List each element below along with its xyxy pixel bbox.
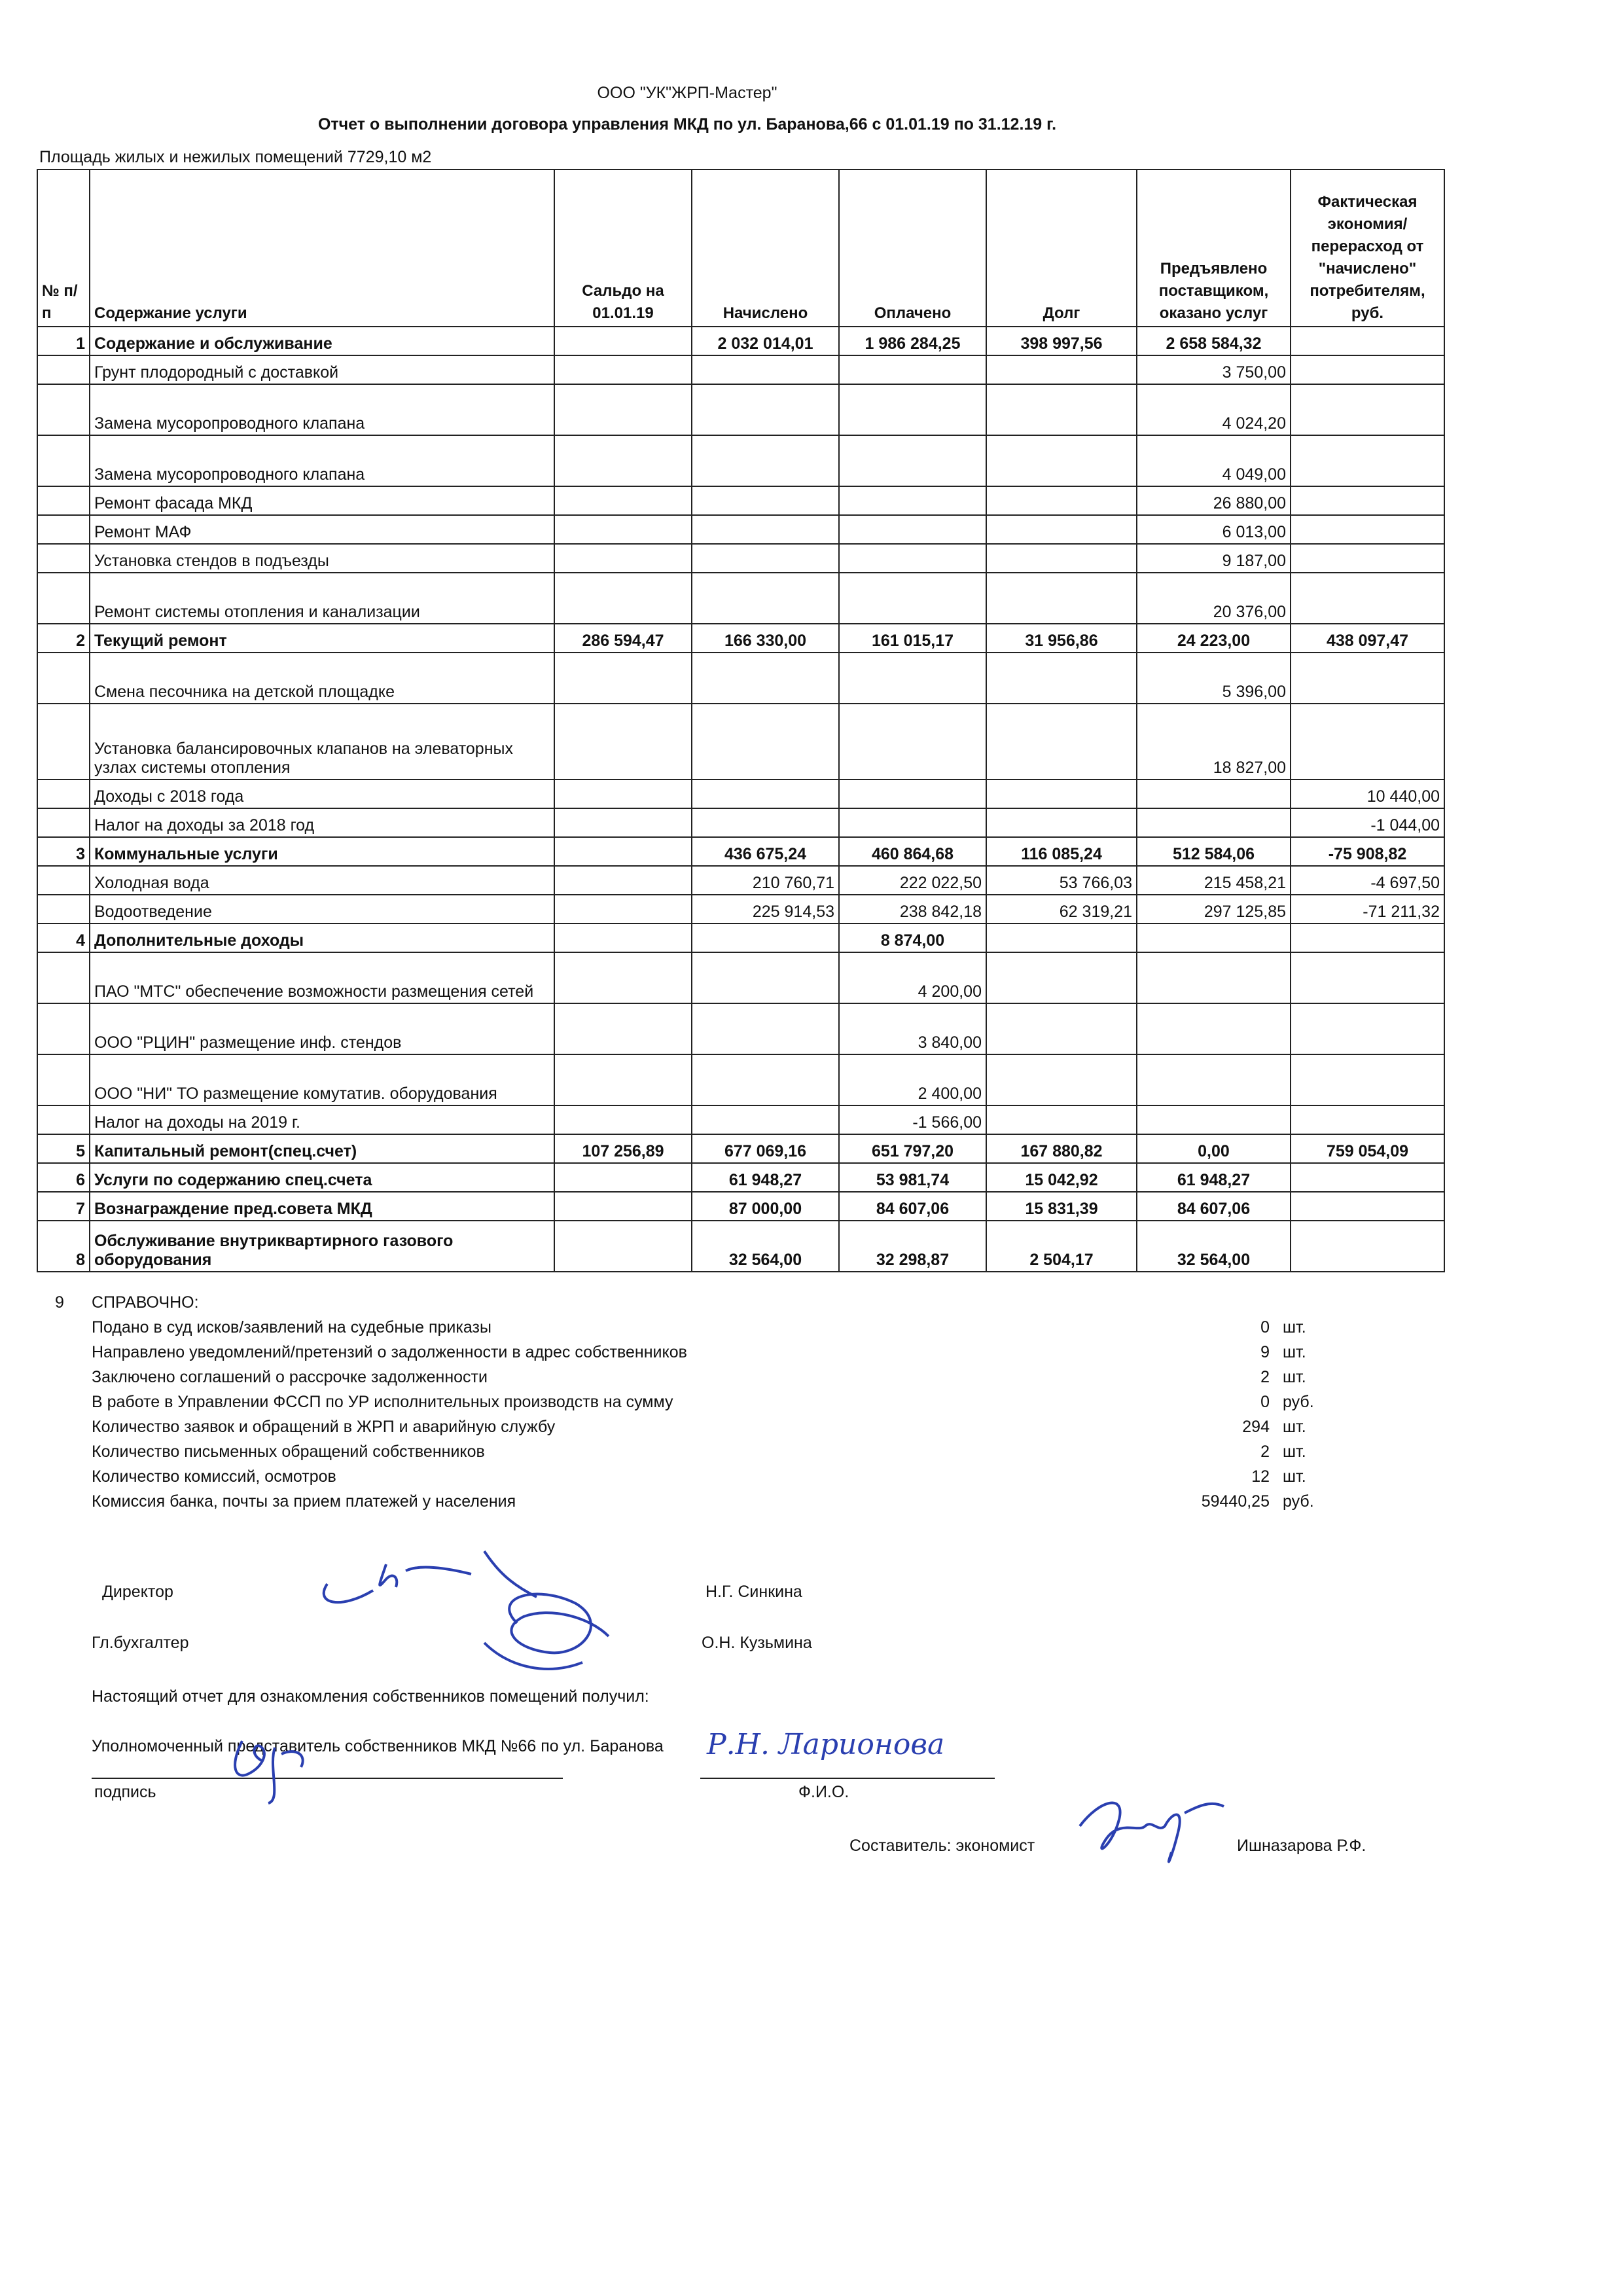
reference-item-unit: руб. xyxy=(1283,1393,1314,1411)
row-saldo xyxy=(554,808,692,837)
row-charged xyxy=(692,1105,839,1134)
row-charged: 225 914,53 xyxy=(692,895,839,924)
row-no xyxy=(37,544,90,573)
table-row xyxy=(37,895,1444,924)
received-text: Настоящий отчет для ознакомления собственников помещений получил: xyxy=(92,1687,649,1706)
area-note: Площадь жилых и нежилых помещений 7729,10 м2 xyxy=(39,148,432,166)
reference-item-unit: руб. xyxy=(1283,1492,1314,1511)
row-service: ООО "НИ" ТО размещение комутатив. оборудования xyxy=(90,1054,554,1105)
table-row xyxy=(37,837,1444,866)
row-presented: 215 458,21 xyxy=(1137,866,1291,895)
row-charged xyxy=(692,1054,839,1105)
row-presented: 4 024,20 xyxy=(1137,384,1291,435)
reference-item-value: 12 xyxy=(1251,1467,1270,1486)
row-paid: 3 840,00 xyxy=(839,1003,986,1054)
table-row xyxy=(37,544,1444,573)
sign-label: подпись xyxy=(94,1783,156,1801)
row-debt: 2 504,17 xyxy=(986,1221,1137,1272)
row-no: 8 xyxy=(37,1221,90,1272)
reference-item-value: 0 xyxy=(1260,1318,1270,1336)
row-saving xyxy=(1291,1221,1444,1272)
row-service: Установка балансировочных клапанов на элеваторных узлах системы отопления xyxy=(90,704,554,780)
row-presented xyxy=(1137,1105,1291,1134)
table-row xyxy=(37,1003,1444,1054)
row-no xyxy=(37,866,90,895)
row-service: Замена мусоропроводного клапана xyxy=(90,435,554,486)
row-saldo xyxy=(554,355,692,384)
row-saving: -1 044,00 xyxy=(1291,808,1444,837)
row-saving xyxy=(1291,486,1444,515)
row-paid: 222 022,50 xyxy=(839,866,986,895)
row-saving: -4 697,50 xyxy=(1291,866,1444,895)
row-paid: 53 981,74 xyxy=(839,1163,986,1192)
row-service: Дополнительные доходы xyxy=(90,924,554,952)
report-title: Отчет о выполнении договора управления МКД по ул. Баранова,66 с 01.01.19 по 31.12.19 г. xyxy=(317,115,1057,134)
director-signature-icon xyxy=(301,1545,641,1695)
row-paid: 84 607,06 xyxy=(839,1192,986,1221)
row-charged xyxy=(692,952,839,1003)
accountant-label: Гл.бухгалтер xyxy=(92,1634,189,1652)
reference-no: 9 xyxy=(55,1293,64,1312)
row-saving: 759 054,09 xyxy=(1291,1134,1444,1163)
reference-item-unit: шт. xyxy=(1283,1443,1306,1461)
row-paid: 161 015,17 xyxy=(839,624,986,653)
row-presented: 24 223,00 xyxy=(1137,624,1291,653)
row-saldo xyxy=(554,1105,692,1134)
row-paid xyxy=(839,435,986,486)
row-saving xyxy=(1291,924,1444,952)
col-debt: Долг xyxy=(986,170,1137,327)
row-debt: 398 997,56 xyxy=(986,327,1137,355)
row-presented xyxy=(1137,808,1291,837)
row-saldo xyxy=(554,895,692,924)
row-saving xyxy=(1291,435,1444,486)
row-no xyxy=(37,780,90,808)
col-service: Содержание услуги xyxy=(90,170,554,327)
row-presented: 512 584,06 xyxy=(1137,837,1291,866)
row-presented xyxy=(1137,952,1291,1003)
reference-item-unit: шт. xyxy=(1283,1467,1306,1486)
row-debt xyxy=(986,355,1137,384)
col-no: № п/п xyxy=(37,170,90,327)
table-row xyxy=(37,1105,1444,1134)
accountant-name: О.Н. Кузьмина xyxy=(702,1634,812,1652)
col-saldo: Сальдо на 01.01.19 xyxy=(554,170,692,327)
row-saldo xyxy=(554,653,692,704)
table-row xyxy=(37,952,1444,1003)
row-saldo xyxy=(554,866,692,895)
row-saldo xyxy=(554,435,692,486)
row-debt xyxy=(986,515,1137,544)
row-presented: 5 396,00 xyxy=(1137,653,1291,704)
row-paid xyxy=(839,808,986,837)
row-saldo xyxy=(554,384,692,435)
table-row xyxy=(37,1054,1444,1105)
reference-item xyxy=(39,1368,1348,1393)
reference-item-value: 0 xyxy=(1260,1393,1270,1411)
row-saving xyxy=(1291,1054,1444,1105)
row-debt xyxy=(986,1054,1137,1105)
row-saldo xyxy=(554,327,692,355)
row-paid xyxy=(839,486,986,515)
reference-item-unit: шт. xyxy=(1283,1418,1306,1436)
reference-item-unit: шт. xyxy=(1283,1368,1306,1386)
row-saving: 10 440,00 xyxy=(1291,780,1444,808)
row-paid: 651 797,20 xyxy=(839,1134,986,1163)
row-paid xyxy=(839,704,986,780)
table-row xyxy=(37,653,1444,704)
row-charged xyxy=(692,355,839,384)
compiler-signature-icon xyxy=(1073,1787,1230,1878)
reference-title-row xyxy=(39,1293,1348,1318)
row-saldo xyxy=(554,924,692,952)
row-saving xyxy=(1291,1003,1444,1054)
row-charged: 87 000,00 xyxy=(692,1192,839,1221)
table-row xyxy=(37,573,1444,624)
row-saldo xyxy=(554,780,692,808)
col-paid: Оплачено xyxy=(839,170,986,327)
reference-section xyxy=(39,1293,1348,1517)
col-saving: Фактическая экономия/перерасход от "начислено" потребителям, руб. xyxy=(1291,170,1444,327)
table-row xyxy=(37,704,1444,780)
row-debt: 62 319,21 xyxy=(986,895,1137,924)
row-service: ООО "РЦИН" размещение инф. стендов xyxy=(90,1003,554,1054)
row-no xyxy=(37,1003,90,1054)
row-presented: 9 187,00 xyxy=(1137,544,1291,573)
row-presented: 0,00 xyxy=(1137,1134,1291,1163)
row-saving: 438 097,47 xyxy=(1291,624,1444,653)
row-charged xyxy=(692,1003,839,1054)
row-saving xyxy=(1291,1105,1444,1134)
row-service: Установка стендов в подъезды xyxy=(90,544,554,573)
row-presented: 6 013,00 xyxy=(1137,515,1291,544)
row-no xyxy=(37,952,90,1003)
row-debt xyxy=(986,924,1137,952)
row-service: Капитальный ремонт(спец.счет) xyxy=(90,1134,554,1163)
reference-item-value: 2 xyxy=(1260,1368,1270,1386)
row-charged xyxy=(692,486,839,515)
row-debt xyxy=(986,808,1137,837)
table-row xyxy=(37,486,1444,515)
reference-title: СПРАВОЧНО: xyxy=(92,1293,199,1312)
row-paid: 8 874,00 xyxy=(839,924,986,952)
table-row xyxy=(37,624,1444,653)
row-presented: 3 750,00 xyxy=(1137,355,1291,384)
table-row xyxy=(37,355,1444,384)
row-paid xyxy=(839,653,986,704)
row-service: Налог на доходы на 2019 г. xyxy=(90,1105,554,1134)
table-row xyxy=(37,924,1444,952)
representative-signature-icon xyxy=(223,1728,340,1806)
row-paid: 238 842,18 xyxy=(839,895,986,924)
row-no: 6 xyxy=(37,1163,90,1192)
table-row xyxy=(37,327,1444,355)
fio-line xyxy=(700,1778,995,1779)
reference-item-value: 2 xyxy=(1260,1443,1270,1461)
row-saldo xyxy=(554,1003,692,1054)
row-debt xyxy=(986,573,1137,624)
row-no xyxy=(37,486,90,515)
compiler-label: Составитель: экономист xyxy=(849,1837,1035,1855)
row-service: ПАО "МТС" обеспечение возможности размещения сетей xyxy=(90,952,554,1003)
row-saldo xyxy=(554,1163,692,1192)
row-debt xyxy=(986,1003,1137,1054)
row-presented: 32 564,00 xyxy=(1137,1221,1291,1272)
row-service: Ремонт фасада МКД xyxy=(90,486,554,515)
reference-item-label: Подано в суд исков/заявлений на судебные приказы xyxy=(92,1318,491,1336)
row-debt: 31 956,86 xyxy=(986,624,1137,653)
row-saving xyxy=(1291,1192,1444,1221)
row-charged: 2 032 014,01 xyxy=(692,327,839,355)
row-charged xyxy=(692,573,839,624)
row-no xyxy=(37,808,90,837)
reference-item-value: 59440,25 xyxy=(1201,1492,1270,1511)
row-presented xyxy=(1137,924,1291,952)
row-debt xyxy=(986,952,1137,1003)
row-no xyxy=(37,704,90,780)
reference-item xyxy=(39,1467,1348,1492)
reference-item-value: 9 xyxy=(1260,1343,1270,1361)
row-service: Коммунальные услуги xyxy=(90,837,554,866)
table-row xyxy=(37,1192,1444,1221)
row-charged: 61 948,27 xyxy=(692,1163,839,1192)
fio-label: Ф.И.О. xyxy=(798,1783,849,1801)
table-row xyxy=(37,384,1444,435)
table-row xyxy=(37,1134,1444,1163)
row-no xyxy=(37,573,90,624)
row-service: Холодная вода xyxy=(90,866,554,895)
company-name: ООО "УК"ЖРП-Мастер" xyxy=(597,84,777,102)
row-service: Содержание и обслуживание xyxy=(90,327,554,355)
row-service: Водоотведение xyxy=(90,895,554,924)
row-service: Замена мусоропроводного клапана xyxy=(90,384,554,435)
reference-item xyxy=(39,1443,1348,1467)
row-charged: 436 675,24 xyxy=(692,837,839,866)
row-service: Грунт плодородный с доставкой xyxy=(90,355,554,384)
row-saving: -75 908,82 xyxy=(1291,837,1444,866)
row-saldo xyxy=(554,1192,692,1221)
row-saving xyxy=(1291,384,1444,435)
reference-item-label: Количество комиссий, осмотров xyxy=(92,1467,336,1486)
reference-item-label: В работе в Управлении ФССП по УР исполнительных производств на сумму xyxy=(92,1393,673,1411)
row-debt xyxy=(986,704,1137,780)
row-debt: 15 831,39 xyxy=(986,1192,1137,1221)
row-charged xyxy=(692,515,839,544)
director-name: Н.Г. Синкина xyxy=(705,1583,802,1601)
row-charged: 166 330,00 xyxy=(692,624,839,653)
row-presented: 26 880,00 xyxy=(1137,486,1291,515)
row-no xyxy=(37,653,90,704)
table-row xyxy=(37,515,1444,544)
row-saving: -71 211,32 xyxy=(1291,895,1444,924)
row-saldo xyxy=(554,1221,692,1272)
table-row xyxy=(37,435,1444,486)
table-row xyxy=(37,1221,1444,1272)
row-debt: 53 766,03 xyxy=(986,866,1137,895)
compiler-name: Ишназарова Р.Ф. xyxy=(1237,1837,1366,1855)
row-paid xyxy=(839,544,986,573)
row-saldo xyxy=(554,544,692,573)
row-saldo: 286 594,47 xyxy=(554,624,692,653)
row-saving xyxy=(1291,1163,1444,1192)
row-saldo: 107 256,89 xyxy=(554,1134,692,1163)
director-label: Директор xyxy=(102,1583,173,1601)
table-row xyxy=(37,808,1444,837)
row-debt: 167 880,82 xyxy=(986,1134,1137,1163)
row-saving xyxy=(1291,515,1444,544)
row-debt: 15 042,92 xyxy=(986,1163,1137,1192)
row-paid xyxy=(839,573,986,624)
row-saving xyxy=(1291,327,1444,355)
row-debt: 116 085,24 xyxy=(986,837,1137,866)
row-presented: 61 948,27 xyxy=(1137,1163,1291,1192)
row-saving xyxy=(1291,952,1444,1003)
row-no xyxy=(37,895,90,924)
row-presented: 18 827,00 xyxy=(1137,704,1291,780)
reference-item xyxy=(39,1492,1348,1517)
row-service: Смена песочника на детской площадке xyxy=(90,653,554,704)
row-service: Обслуживание внутриквартирного газового оборудования xyxy=(90,1221,554,1272)
row-no xyxy=(37,1054,90,1105)
row-paid xyxy=(839,515,986,544)
row-no: 1 xyxy=(37,327,90,355)
reference-item xyxy=(39,1418,1348,1443)
row-service: Доходы с 2018 года xyxy=(90,780,554,808)
reference-item-unit: шт. xyxy=(1283,1318,1306,1336)
row-service: Вознаграждение пред.совета МКД xyxy=(90,1192,554,1221)
row-charged: 32 564,00 xyxy=(692,1221,839,1272)
row-paid xyxy=(839,780,986,808)
row-paid: 2 400,00 xyxy=(839,1054,986,1105)
row-saldo xyxy=(554,704,692,780)
row-charged xyxy=(692,544,839,573)
representative-text: Уполномоченный представитель собственников МКД №66 по ул. Баранова xyxy=(92,1737,664,1755)
row-no: 4 xyxy=(37,924,90,952)
row-charged xyxy=(692,653,839,704)
reference-item xyxy=(39,1318,1348,1343)
row-saldo xyxy=(554,1054,692,1105)
table-row xyxy=(37,866,1444,895)
reference-item xyxy=(39,1393,1348,1418)
row-charged xyxy=(692,780,839,808)
reference-item-label: Количество письменных обращений собственников xyxy=(92,1443,485,1461)
row-debt xyxy=(986,653,1137,704)
row-charged: 210 760,71 xyxy=(692,866,839,895)
row-saving xyxy=(1291,704,1444,780)
row-saldo xyxy=(554,573,692,624)
row-paid: 1 986 284,25 xyxy=(839,327,986,355)
reference-item xyxy=(39,1343,1348,1368)
row-saving xyxy=(1291,573,1444,624)
row-service: Услуги по содержанию спец.счета xyxy=(90,1163,554,1192)
row-paid xyxy=(839,384,986,435)
row-charged: 677 069,16 xyxy=(692,1134,839,1163)
row-presented: 84 607,06 xyxy=(1137,1192,1291,1221)
row-presented: 4 049,00 xyxy=(1137,435,1291,486)
row-no: 2 xyxy=(37,624,90,653)
reference-item-label: Комиссия банка, почты за прием платежей у населения xyxy=(92,1492,516,1511)
reference-item-label: Заключено соглашений о рассрочке задолженности xyxy=(92,1368,488,1386)
row-presented xyxy=(1137,1003,1291,1054)
row-no xyxy=(37,435,90,486)
table-body xyxy=(37,327,1444,1272)
row-paid: 32 298,87 xyxy=(839,1221,986,1272)
row-no xyxy=(37,355,90,384)
table-row xyxy=(37,1163,1444,1192)
row-no xyxy=(37,384,90,435)
col-charged: Начислено xyxy=(692,170,839,327)
row-no: 7 xyxy=(37,1192,90,1221)
reference-item-label: Направлено уведомлений/претензий о задолженности в адрес собственников xyxy=(92,1343,687,1361)
row-service: Ремонт системы отопления и канализации xyxy=(90,573,554,624)
row-paid xyxy=(839,355,986,384)
col-presented: Предъявлено поставщиком, оказано услуг xyxy=(1137,170,1291,327)
row-debt xyxy=(986,1105,1137,1134)
row-debt xyxy=(986,435,1137,486)
row-saldo xyxy=(554,952,692,1003)
row-saldo xyxy=(554,837,692,866)
row-charged xyxy=(692,435,839,486)
row-debt xyxy=(986,486,1137,515)
row-debt xyxy=(986,780,1137,808)
table-row xyxy=(37,780,1444,808)
row-charged xyxy=(692,924,839,952)
reference-item-label: Количество заявок и обращений в ЖРП и аварийную службу xyxy=(92,1418,556,1436)
row-service: Ремонт МАФ xyxy=(90,515,554,544)
row-charged xyxy=(692,704,839,780)
row-presented: 2 658 584,32 xyxy=(1137,327,1291,355)
handwritten-fio: Р.Н. Ларионова xyxy=(707,1728,945,1761)
row-service: Налог на доходы за 2018 год xyxy=(90,808,554,837)
row-presented: 20 376,00 xyxy=(1137,573,1291,624)
row-no: 3 xyxy=(37,837,90,866)
row-debt xyxy=(986,544,1137,573)
row-saving xyxy=(1291,653,1444,704)
row-saving xyxy=(1291,544,1444,573)
row-paid: 4 200,00 xyxy=(839,952,986,1003)
row-presented: 297 125,85 xyxy=(1137,895,1291,924)
row-debt xyxy=(986,384,1137,435)
row-presented xyxy=(1137,1054,1291,1105)
report-table xyxy=(37,169,1445,1272)
row-presented xyxy=(1137,780,1291,808)
row-no: 5 xyxy=(37,1134,90,1163)
row-paid: -1 566,00 xyxy=(839,1105,986,1134)
row-saldo xyxy=(554,486,692,515)
reference-item-unit: шт. xyxy=(1283,1343,1306,1361)
row-no xyxy=(37,1105,90,1134)
row-no xyxy=(37,515,90,544)
row-service: Текущий ремонт xyxy=(90,624,554,653)
row-saldo xyxy=(554,515,692,544)
row-saving xyxy=(1291,355,1444,384)
row-paid: 460 864,68 xyxy=(839,837,986,866)
table-header-row xyxy=(37,170,1444,327)
row-charged xyxy=(692,384,839,435)
row-charged xyxy=(692,808,839,837)
reference-item-value: 294 xyxy=(1242,1418,1270,1436)
